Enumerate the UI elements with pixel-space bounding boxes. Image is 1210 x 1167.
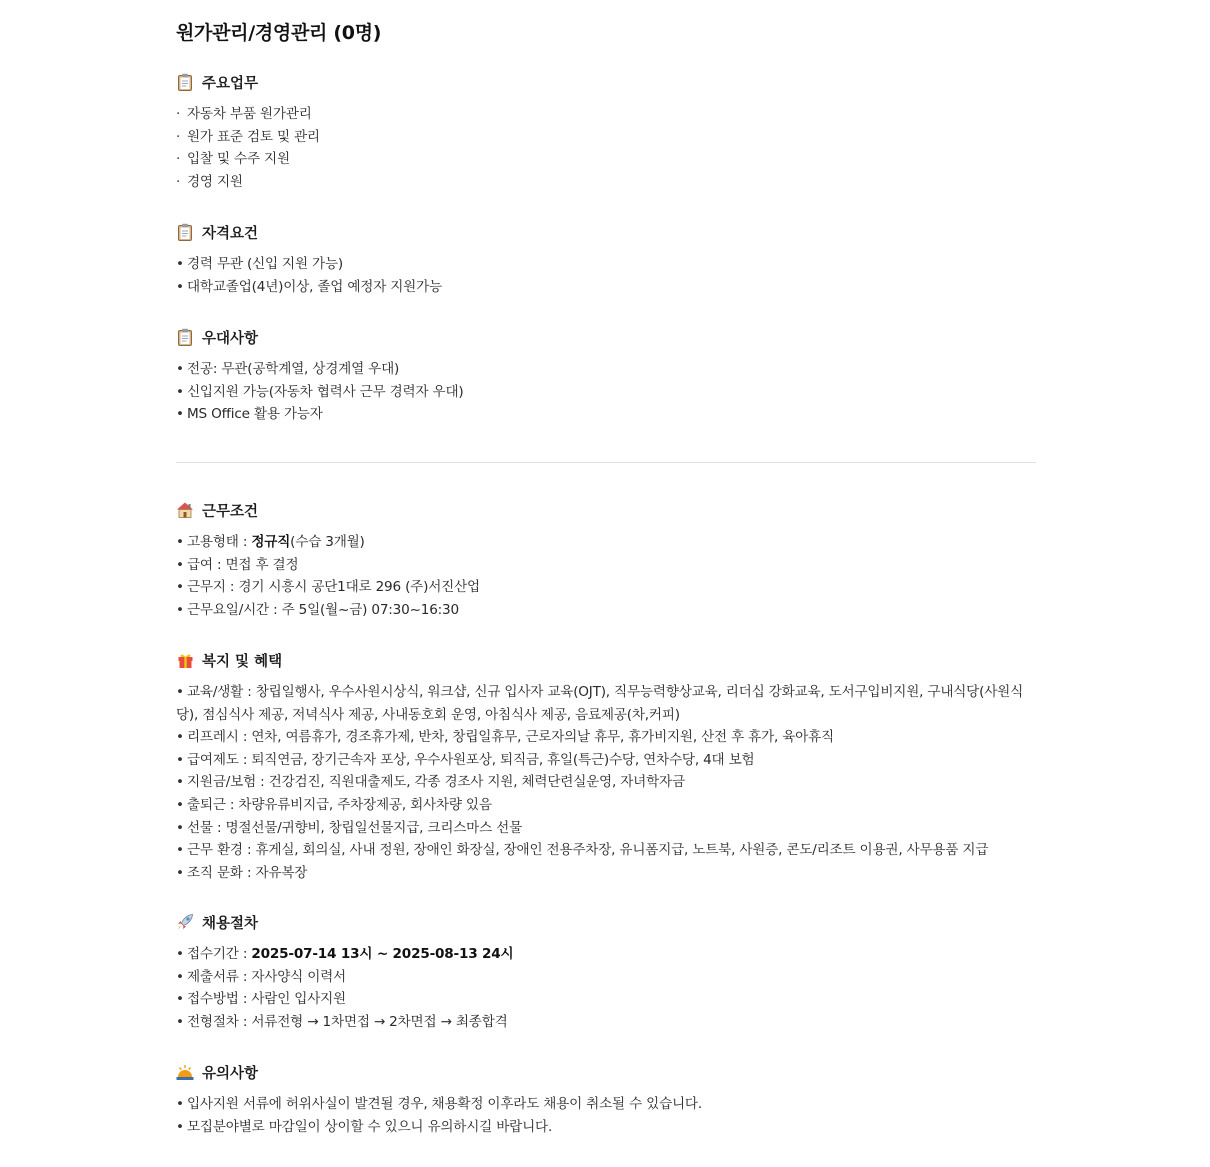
list-item: • 근무지 : 경기 시흥시 공단1대로 296 (주)서진산업 <box>176 576 1036 599</box>
list-item: • 신입지원 가능(자동차 협력사 근무 경력자 우대) <box>176 381 1036 404</box>
notes-section <box>176 1060 1036 1138</box>
bullet: • <box>176 556 184 573</box>
section-divider <box>176 462 1036 463</box>
list-item: • 입사지원 서류에 허위사실이 발견될 경우, 채용확정 이후라도 채용이 취소될 수 있습니다. <box>176 1093 1036 1116</box>
bullet: • <box>176 601 184 618</box>
list-item: • 제출서류 : 자사양식 이력서 <box>176 966 1036 989</box>
duties-heading <box>176 70 1036 94</box>
benefits-heading-text: 복지 및 혜택 <box>202 653 283 670</box>
bullet: • <box>176 751 184 768</box>
bullet: • <box>176 968 184 985</box>
preferred-list <box>176 358 1036 426</box>
bullet: • <box>176 256 184 272</box>
bullet: • <box>176 819 184 836</box>
qualifications-list <box>176 253 1036 298</box>
notes-heading <box>176 1060 1036 1084</box>
bullet: • <box>176 1013 184 1030</box>
duties-section <box>176 70 1036 193</box>
bullet: • <box>176 383 184 400</box>
bullet: • <box>176 774 184 791</box>
conditions-heading-text: 근무조건 <box>202 503 259 520</box>
bullet: • <box>176 864 184 881</box>
benefits-list <box>176 681 1036 884</box>
list-item: • 교육/생활 : 창립일행사, 우수사원시상식, 워크샵, 신규 입사자 교육(OJT), 직무능력향상교육, 리더십 강화교육, 도서구입비지원, 구내식당(사원식당), 점심식사 제공, 저녁식사 제공, 사내동호회 운영, 아침식사 제공, 음료제공(차,커피) <box>176 681 1036 726</box>
conditions-heading <box>176 498 1036 522</box>
clipboard-icon <box>176 328 194 346</box>
house-icon <box>176 501 194 519</box>
employment-type: 정규직 <box>251 534 291 550</box>
bullet: • <box>176 1096 184 1112</box>
bullet: • <box>176 406 184 423</box>
process-list <box>176 943 1036 1033</box>
list-item: • 조직 문화 : 자유복장 <box>176 862 1036 885</box>
bullet: · <box>176 128 181 145</box>
list-item: • 고용형태 : 정규직(수습 3개월) <box>176 531 1036 554</box>
list-item: • MS Office 활용 가능자 <box>176 403 1036 426</box>
list-item: • 리프레시 : 연차, 여름휴가, 경조휴가제, 반차, 창립일휴무, 근로자의날 휴무, 휴가비지원, 산전 후 휴가, 육아휴직 <box>176 726 1036 749</box>
list-item: • 모집분야별로 마감일이 상이할 수 있으니 유의하시길 바랍니다. <box>176 1116 1036 1139</box>
bullet: • <box>176 796 184 813</box>
bullet: · <box>176 173 181 190</box>
list-item: • 급여 : 면접 후 결정 <box>176 554 1036 577</box>
bullet: • <box>176 579 184 596</box>
clipboard-icon <box>176 73 194 91</box>
list-item: • 경력 무관 (신입 지원 가능) <box>176 253 1036 276</box>
bullet: • <box>176 729 184 746</box>
rocket-icon <box>176 913 194 931</box>
list-item: · 경영 지원 <box>176 171 1036 194</box>
bullet: • <box>176 946 184 962</box>
page-title: 원가관리/경영관리 (0명) <box>176 22 382 44</box>
qualifications-section <box>176 220 1036 298</box>
preferred-section <box>176 325 1036 426</box>
bullet: • <box>176 842 184 859</box>
preferred-heading-text: 우대사항 <box>202 330 259 347</box>
process-section <box>176 910 1036 1033</box>
list-item: • 전형절차 : 서류전형 → 1차면접 → 2차면접 → 최종합격 <box>176 1011 1036 1034</box>
list-item: • 급여제도 : 퇴직연금, 장기근속자 포상, 우수사원포상, 퇴직금, 휴일(특근)수당, 연차수당, 4대 보험 <box>176 749 1036 772</box>
conditions-list <box>176 531 1036 621</box>
clipboard-icon <box>176 223 194 241</box>
list-item: · 자동차 부품 원가관리 <box>176 103 1036 126</box>
benefits-section <box>176 648 1036 884</box>
list-item: • 근무 환경 : 휴게실, 회의실, 사내 정원, 장애인 화장실, 장애인 전용주차장, 유니폼지급, 노트북, 사원증, 콘도/리조트 이용권, 사무용품 지급 <box>176 839 1036 862</box>
bullet: • <box>176 278 184 295</box>
notes-heading-text: 유의사항 <box>202 1065 259 1082</box>
bullet: • <box>176 1118 184 1135</box>
list-item: • 접수방법 : 사람인 입사지원 <box>176 988 1036 1011</box>
process-heading <box>176 910 1036 934</box>
duties-heading-text: 주요업무 <box>202 75 259 92</box>
sunrise-icon <box>176 1063 194 1081</box>
list-item: • 지원금/보험 : 건강검진, 직원대출제도, 각종 경조사 지원, 체력단련실운영, 자녀학자금 <box>176 771 1036 794</box>
list-item: • 대학교졸업(4년)이상, 졸업 예정자 지원가능 <box>176 276 1036 299</box>
qualifications-heading <box>176 220 1036 244</box>
qualifications-heading-text: 자격요건 <box>202 225 259 242</box>
notes-list <box>176 1093 1036 1138</box>
bullet: • <box>176 991 184 1008</box>
list-item: • 근무요일/시간 : 주 5일(월~금) 07:30~16:30 <box>176 599 1036 622</box>
list-item: • 전공: 무관(공학계열, 상경계열 우대) <box>176 358 1036 381</box>
bullet: • <box>176 684 184 700</box>
process-heading-text: 채용절차 <box>202 915 259 932</box>
preferred-heading <box>176 325 1036 349</box>
duties-list <box>176 103 1036 193</box>
list-item: • 접수기간 : 2025-07-14 13시 ~ 2025-08-13 24시 <box>176 943 1036 966</box>
application-period: 2025-07-14 13시 ~ 2025-08-13 24시 <box>251 946 514 962</box>
bullet: • <box>176 534 184 550</box>
bullet: · <box>176 106 181 122</box>
list-item: · 입찰 및 수주 지원 <box>176 148 1036 171</box>
list-item: · 원가 표준 검토 및 관리 <box>176 126 1036 149</box>
benefits-heading <box>176 648 1036 672</box>
list-item: • 출퇴근 : 차량유류비지급, 주차장제공, 회사차량 있음 <box>176 794 1036 817</box>
bullet: • <box>176 361 184 377</box>
list-item: • 선물 : 명절선물/귀향비, 창립일선물지급, 크리스마스 선물 <box>176 817 1036 840</box>
conditions-section <box>176 498 1036 621</box>
bullet: · <box>176 151 181 168</box>
gift-icon <box>176 651 194 669</box>
